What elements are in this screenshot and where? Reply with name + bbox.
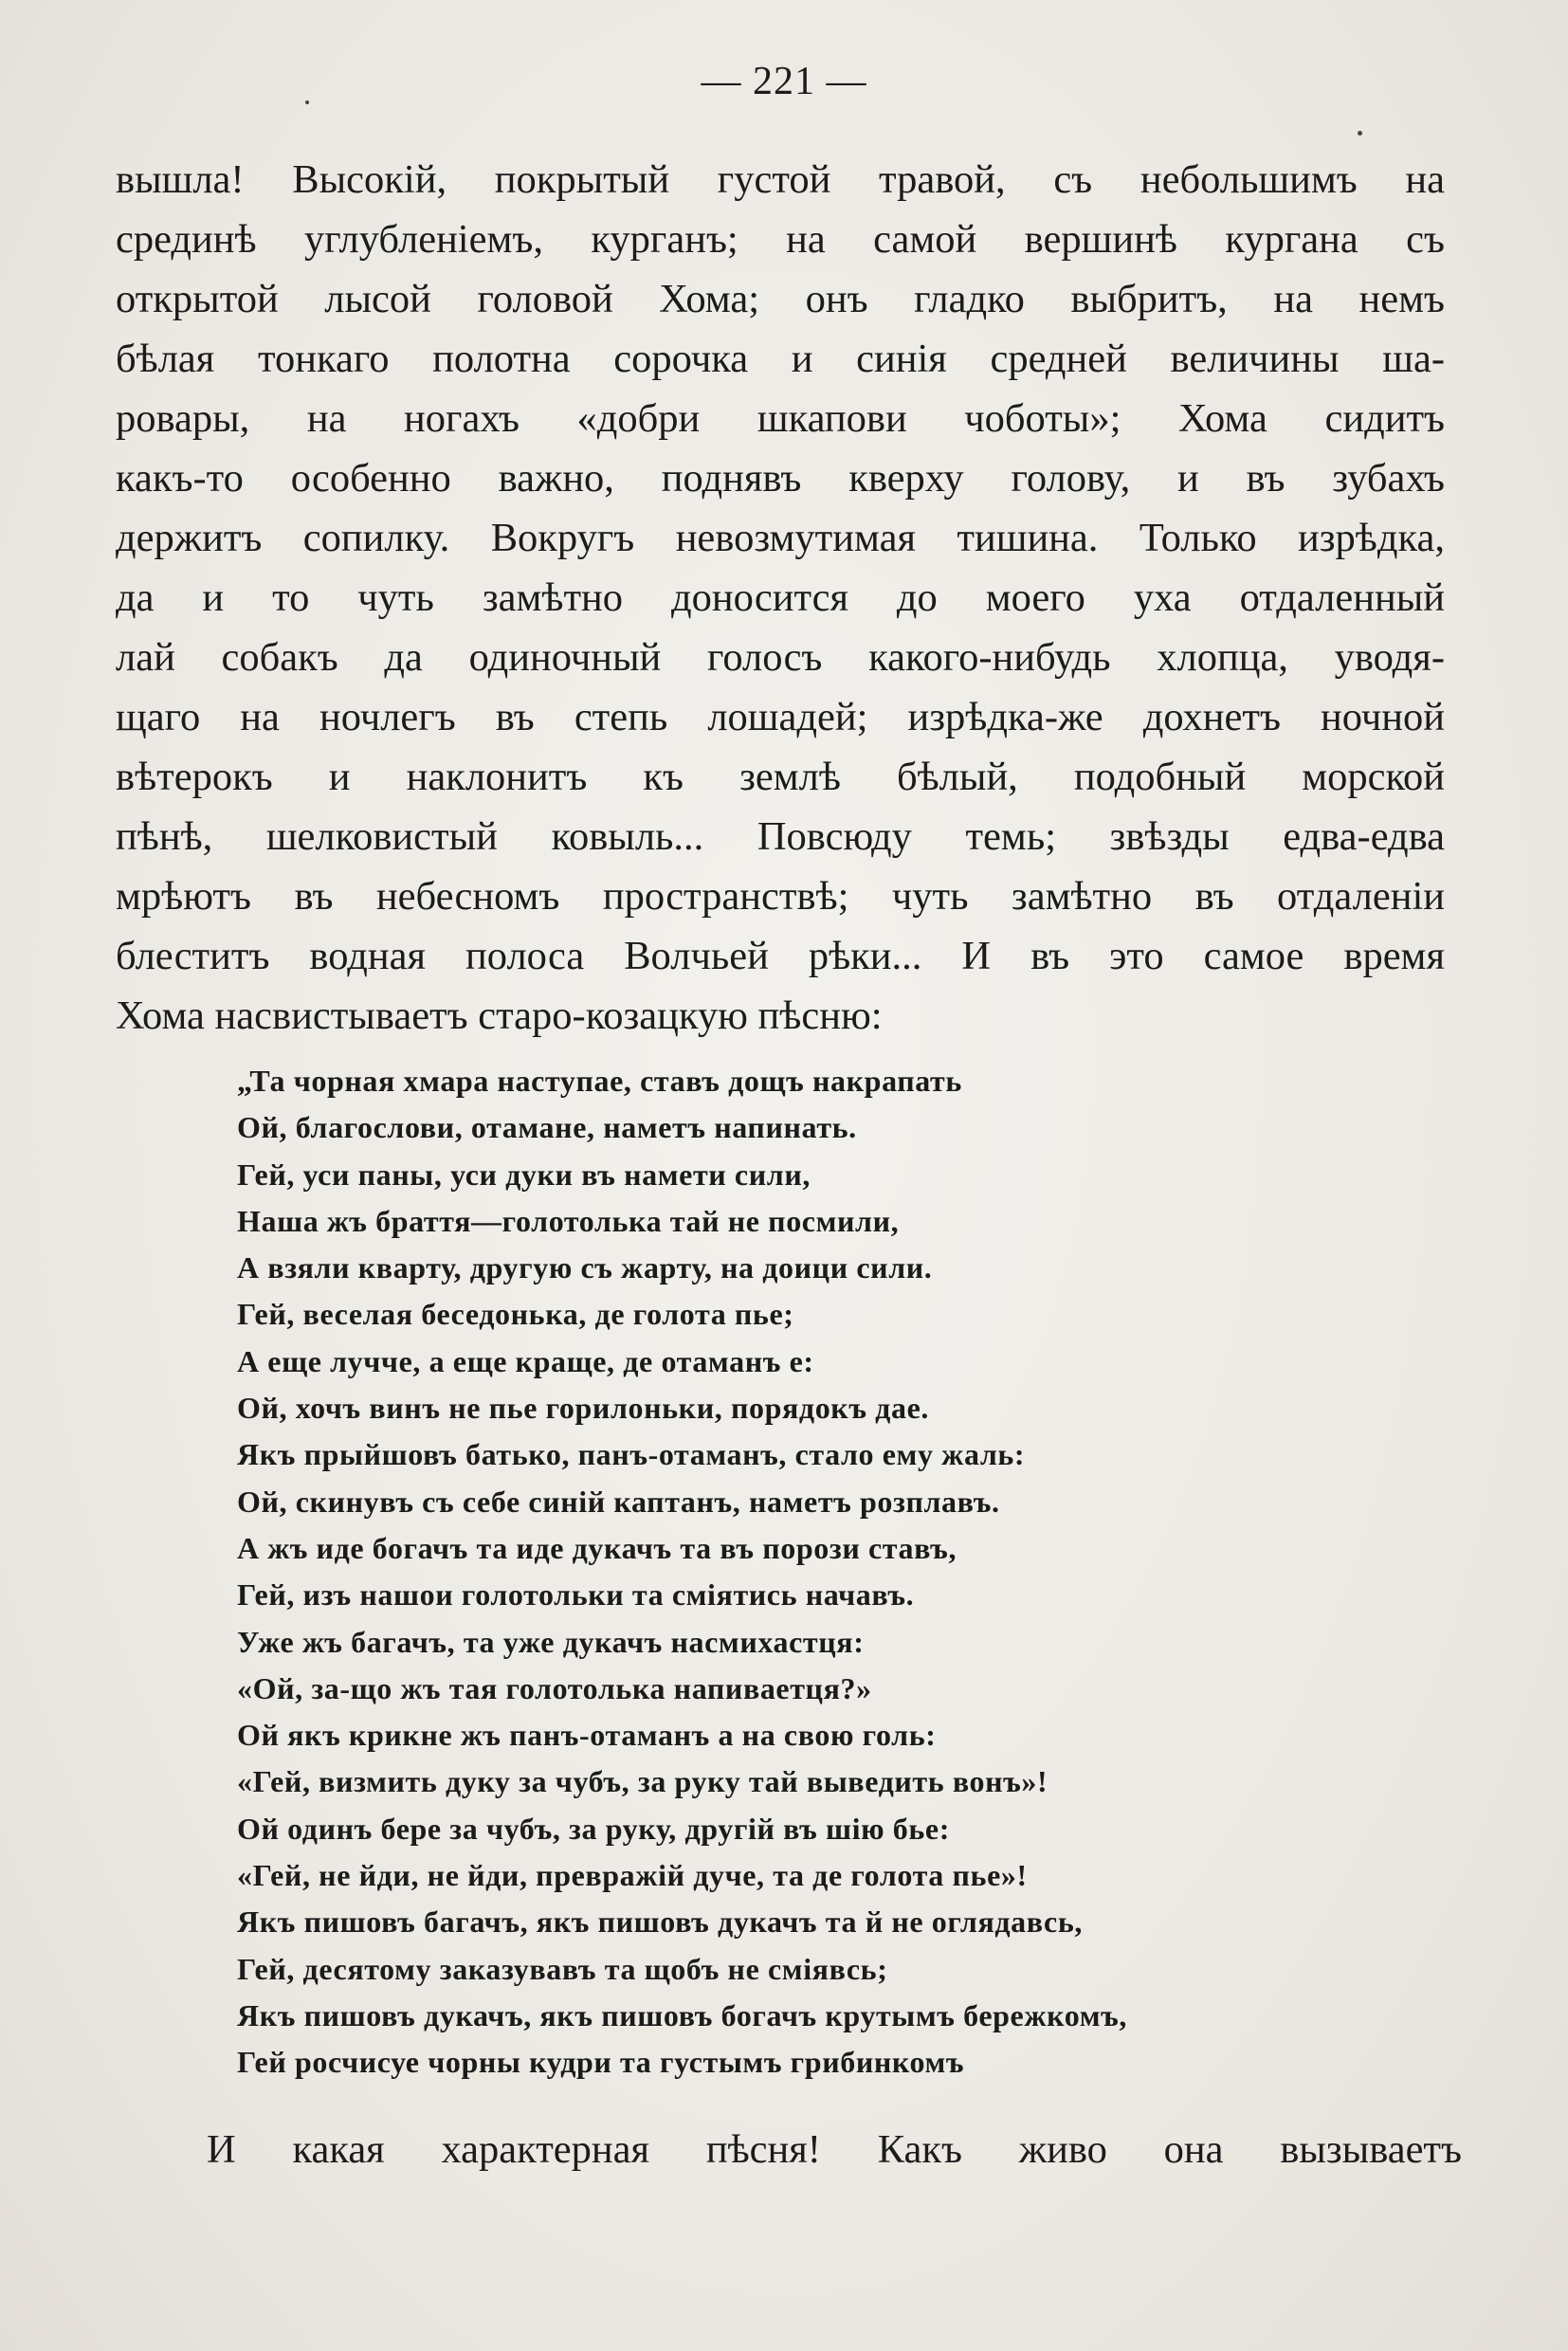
text-line: пѣнѣ, шелковистый ковыль... Повсюду темь; звѣзды едва-едва <box>116 814 1445 859</box>
verse-line: Гей, десятому заказувавъ та щобъ не сміявсь; <box>237 1951 888 1986</box>
page-number: — 221 — <box>701 60 867 103</box>
song-verse <box>237 1058 1469 2087</box>
text-line: да и то чуть замѣтно доносится до моего уха отдаленный <box>116 575 1445 620</box>
text-line: щаго на ночлегъ въ степь лошадей; изрѣдка-же дохнетъ ночной <box>116 695 1445 739</box>
text-line: ровары, на ногахъ «добри шкапови чоботы»; Хома сидитъ <box>116 396 1445 441</box>
text-line: срединѣ углубленіемъ, курганъ; на самой вершинѣ кургана съ <box>116 217 1445 262</box>
verse-line: «Гей, визмить дуку за чубъ, за руку тай выведить вонъ»! <box>237 1764 1048 1799</box>
text-line: держитъ сопилку. Вокругъ невозмутимая тишина. Только изрѣдка, <box>116 516 1445 560</box>
verse-line: Гей, уси паны, уси дуки въ намети сили, <box>237 1157 811 1192</box>
verse-line: Уже жъ багачъ, та уже дукачъ насмихастця: <box>237 1624 865 1659</box>
verse-line: Наша жъ браття—голотолька тай не посмили, <box>237 1203 900 1238</box>
verse-line: Якъ прыйшовъ батько, панъ-отаманъ, стало ему жаль: <box>237 1437 1026 1472</box>
verse-line: «Гей, не йди, не йди, превражій дуче, та де голота пье»! <box>237 1858 1028 1893</box>
verse-line: „Та чорная хмара наступае, ставъ дощъ накрапать <box>237 1064 962 1098</box>
verse-line: Ой, благослови, отамане, наметъ напинать. <box>237 1110 857 1145</box>
verse-line: Гей росчисуе чорны кудри та густымъ грибинкомъ <box>237 2045 965 2080</box>
closing-paragraph: И какая характерная пѣсня! Какъ живо она вызываетъ <box>207 2127 1462 2172</box>
text-line: вѣтерокъ и наклонитъ къ землѣ бѣлый, подобный морской <box>116 755 1445 799</box>
verse-line: Ой якъ крикне жъ панъ-отаманъ а на свою голь: <box>237 1718 937 1753</box>
print-speck <box>1358 131 1362 136</box>
text-line: Хома насвистываетъ старо-козацкую пѣсню: <box>116 993 883 1038</box>
verse-line: Гей, изъ нашои голотольки та сміятись начавъ. <box>237 1577 915 1613</box>
verse-line: Якъ пишовъ дукачъ, якъ пишовъ богачъ крутымъ бережкомъ, <box>237 1997 1127 2032</box>
text-line: бѣлая тонкаго полотна сорочка и синія средней величины ша- <box>116 337 1445 381</box>
text-line: мрѣютъ въ небесномъ пространствѣ; чуть замѣтно въ отдаленіи <box>116 874 1445 919</box>
text-line: какъ-то особенно важно, поднявъ кверху голову, и въ зубахъ <box>116 456 1445 501</box>
verse-line: Ой, скинувъ съ себе синій каптанъ, наметъ розплавъ. <box>237 1484 1000 1519</box>
verse-line: «Ой, за-що жъ тая голотолька напиваетця?» <box>237 1670 872 1705</box>
text-line: лай собакъ да одиночный голосъ какого-нибудь хлопца, уводя- <box>116 635 1445 680</box>
text-line: открытой лысой головой Хома; онъ гладко выбритъ, на немъ <box>116 277 1445 321</box>
text-line: блеститъ водная полоса Волчьей рѣки... И въ это самое время <box>116 934 1445 978</box>
verse-line: А еще лучче, а еще краще, де отаманъ е: <box>237 1343 814 1378</box>
verse-line: Гей, веселая беседонька, де голота пье; <box>237 1297 794 1332</box>
text-line: вышла! Высокій, покрытый густой травой, съ небольшимъ на <box>116 157 1445 202</box>
verse-line: А взяли кварту, другую съ жарту, на доици сили. <box>237 1250 933 1285</box>
verse-line: Ой одинъ бере за чубъ, за руку, другій въ шію бье: <box>237 1811 950 1846</box>
verse-line: Якъ пишовъ багачъ, якъ пишовъ дукачъ та й не оглядавсь, <box>237 1904 1083 1940</box>
main-paragraph <box>116 150 1445 1046</box>
verse-line: А жъ иде богачъ та иде дукачъ та въ порози ставъ, <box>237 1530 957 1565</box>
print-speck <box>305 100 309 104</box>
verse-line: Ой, хочъ винъ не пье горилоньки, порядокъ дае. <box>237 1391 929 1426</box>
